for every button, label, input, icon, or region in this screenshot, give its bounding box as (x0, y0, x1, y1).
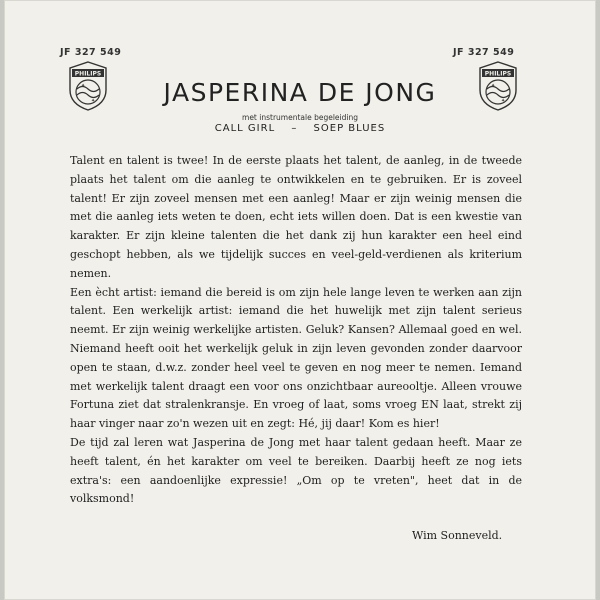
svg-text:✦: ✦ (91, 98, 96, 104)
record-sleeve-back (4, 0, 596, 600)
svg-text:PHILIPS: PHILIPS (484, 70, 512, 78)
song-separator: – (291, 123, 298, 134)
artist-title: JASPERINA DE JONG (163, 78, 437, 107)
liner-notes (70, 152, 522, 509)
svg-text:✦: ✦ (491, 83, 496, 89)
svg-text:✦: ✦ (501, 98, 506, 104)
svg-text:✦: ✦ (81, 83, 86, 89)
svg-text:PHILIPS: PHILIPS (74, 70, 102, 78)
signature: Wim Sonneveld. (412, 529, 503, 542)
liner-paragraph-1: Talent en talent is twee! In de eerste plaats het talent, de aanleg, in de tweede plaats het talent om die aanleg te ontwikkelen en te gebruiken. Er is zoveel talent! Er zijn zoveel mensen met een aanleg! Maar er zijn weinig mensen die met die aanleg iets weten te doen, echt iets willen doen. Dat is een kwestie van karakter. Er zijn kleine talenten die het dank zij hun karakter een heel eind geschopt hebben, als we tijdelijk succes en veel-geld-verdienen als kriterium nemen. (70, 154, 522, 280)
accompaniment-subtitle: met instrumentale begeleiding (242, 113, 358, 122)
song-title-1: CALL GIRL (214, 123, 276, 134)
song-titles (4, 123, 596, 134)
catalog-number-right: JF 327 549 (453, 47, 515, 58)
liner-paragraph-2: Een ècht artist: iemand die bereid is om zijn hele lange leven te werken aan zijn talent. Een werkelijk artist: iemand die het huwelijk met zijn talent serieus neemt. Er zijn weinig werkelijke artisten. Geluk? Kansen? Allemaal goed en wel. Niemand heeft ooit het werkelijk geluk in zijn leven gevonden zonder daarvoor open te staan, d.w.z. zonder heel veel te geven en nog meer te nemen. Iemand met werkelijk talent draagt een voor ons onzichtbaar aureooltje. Alleen vrouwe Fortuna ziet dat stralenkransje. En vroeg of laat, soms vroeg EN laat, strekt zij haar vinger naar zo'n wezen uit en zegt: Hé, jij daar! Kom es hier! (70, 285, 522, 431)
catalog-number-left: JF 327 549 (60, 47, 122, 58)
liner-paragraph-3: De tijd zal leren wat Jasperina de Jong met haar talent gedaan heeft. Maar ze heeft talent, én het karakter om veel te bereiken. Daarbij heeft ze nog iets extra's: een aandoenlijke expressie! „Om op te vreten", heet dat in de volksmond! (70, 435, 522, 506)
song-title-2: SOEP BLUES (313, 123, 386, 134)
